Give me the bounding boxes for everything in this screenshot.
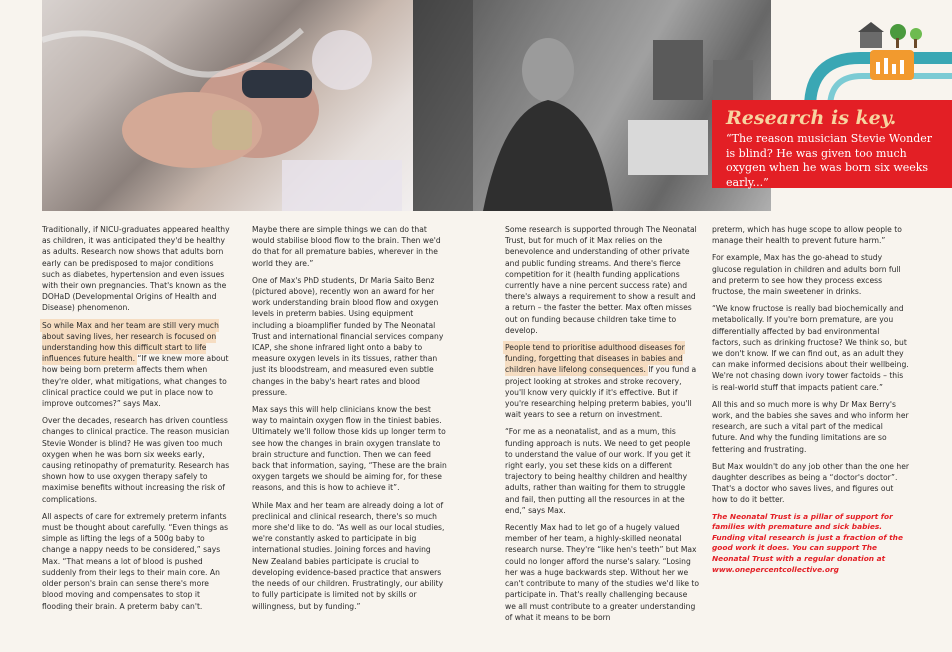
article-column-3: [505, 224, 700, 629]
sidebar-title: Research is key.: [726, 107, 897, 129]
decorative-illustration: [800, 18, 952, 108]
paragraph: But Max wouldn't do any job other than the one her daughter describes as being a “doctor's doctor”. That's a doctor who saves lives, and figures out how to do it better.: [712, 461, 910, 505]
paragraph: “We know fructose is really bad biochemically and metabolically. If you're born premature, are you differentially affected by bad environmental factors, such as drinking fructose? We think so, but we don't know. If we can find out, as an adult they can make informed decisions about their wellbeing. We're not chasing down ivory tower factoids – this is real-world stuff that impacts patient care.”: [712, 304, 909, 392]
highlighted-text: People tend to prioritise adulthood diseases for funding, forgetting that diseases in babies and children have lifelong consequences.: [505, 343, 685, 375]
article-column-4: [712, 224, 910, 581]
paragraph: Traditionally, if NICU-graduates appeared healthy as children, it was anticipated they'd be healthy as adults. Research now shows that adults born early can be predisposed to major conditions such as diabetes, hypertension and even issues with their own pregnancies. That's known as the DOHaD (Developmental Origins of Health and Disease) phenomenon.: [42, 225, 230, 313]
sidebar-quote: “The reason musician Stevie Wonder is blind? He was given too much oxygen when he was born six weeks early...”: [726, 132, 933, 189]
research-callout-box: [712, 100, 952, 188]
paragraph: Some research is supported through The Neonatal Trust, but for much of it Max relies on the benevolence and understanding of other private and public funding streams. And there's fierce competition for it (health funding applications currently have a nine percent success rate) and there's always a requirement to show a result and a return – the faster the better. Max often misses out on funding because children take time to develop.: [505, 225, 697, 335]
paragraph-text: If you fund a project looking at strokes and stroke recovery, you'll know very quickly if it's effective. But if you're researching helping preterm babies, you'll wait years to see a return on investment.: [505, 365, 697, 420]
paragraph: All aspects of care for extremely preterm infants must be thought about carefully. “Even things as simple as lifting the legs of a 500g baby to change a nappy needs to be considered,” says Max. “That means a lot of blood is pushed suddenly from their legs to their main core. An older person's brain can sense there's more blood moving and compensates to stop it flooding their brain. A preterm baby can't.: [42, 511, 229, 611]
paragraph: All this and so much more is why Dr Max Berry's work, and the babies she saves and who inform her research, are such a vital part of the medical future. And why the funding limitations are so fettering and frustrating.: [712, 399, 909, 454]
highlighted-text: So while Max and her team are still very much about saving lives, her research is focused on understanding how this difficult start to life influences future health.: [42, 320, 219, 364]
paragraph: [505, 342, 700, 420]
paragraph: preterm, which has huge scope to allow people to manage their health to prevent future harm.”: [712, 225, 902, 246]
article-column-2: [252, 224, 448, 618]
paragraph: For example, Max has the go-ahead to study glucose regulation in children and adults born full and preterm to see how they process excess fructose, the main sweetener in drinks.: [712, 253, 901, 297]
paragraph-text: “If we knew more about how being born preterm affects them when they're older, what mitigations, what changes to clinical practice could we put in place now to improve outcomes?” says Max.: [42, 354, 229, 409]
paragraph: “For me as a neonatalist, and as a mum, this funding approach is nuts. We need to get people to understand the value of our work. If you get it right early, you set these kids on a different trajectory to being healthy children and healthy adults, rather than waiting for them to struggle and fail, then putting all the resources in at the end,” says Max.: [505, 427, 691, 515]
paragraph: One of Max's PhD students, Dr Maria Saito Benz (pictured above), recently won an award for her work understanding brain blood flow and oxygen levels in preterm babies. Using equipment including a bioamplifier funded by The Neonatal Trust and international financial services company ICAP, she shone infrared light onto a baby to measure oxygen levels in its tissues, rather than just its bloodstream, and measured even subtle changes in the baby's heart rates and blood pressure.: [252, 275, 444, 397]
paragraph: Recently Max had to let go of a hugely valued member of her team, a highly-skilled neonatal research nurse. They're “like hen's teeth” but Max could no longer afford the nurse's salary. “Losing her was a huge backwards step. Without her we can't contribute to many of the studies we'd like to participate in. That's really challenging because we all must contribute to a greater understanding of what it means to be born: [505, 523, 700, 622]
paragraph: Over the decades, research has driven countless changes to clinical practice. The reason musician Stevie Wonder is blind? He was given too much oxygen when he was born six weeks early, causing retinopathy of prematurity. Research has shown how to use oxygen therapy safely to maximise benefits without increasing the risk of complications.: [42, 416, 230, 504]
paragraph: Maybe there are simple things we can do that would stabilise blood flow to the brain. Then we'd do that for all premature babies, wherever in the world they are.”: [252, 225, 441, 268]
paragraph: While Max and her team are already doing a lot of preclinical and clinical research, there's so much more she'd like to do. “As well as our local studies, we're constantly asked to participate in big international studies. Joining forces and having New Zealand babies participate is crucial to developing evidence-based practice that answers the needs of our children. Frustratingly, our ability to fully participate is limited not by skills or willingness, but by funding.”: [252, 500, 445, 611]
baby-photo: [42, 0, 413, 211]
paragraph: [42, 320, 230, 410]
article-column-1: [42, 224, 230, 618]
donation-callout: The Neonatal Trust is a pillar of support for families with premature and sick babies. Funding vital research is just a fraction of the good work it does. You can support The Neonatal Trust with a regular donation at www.onepercentcollective.org: [712, 511, 903, 574]
paragraph: Max says this will help clinicians know the best way to maintain oxygen flow in the tiniest babies. Ultimately we'll follow those kids up longer term to see how the changes in brain oxygen translate to brain structure and function. Then we can feed back that information, saying, “These are the brain oxygen targets we should be aiming for, for these reasons, and this is how to achieve it”.: [252, 405, 447, 493]
